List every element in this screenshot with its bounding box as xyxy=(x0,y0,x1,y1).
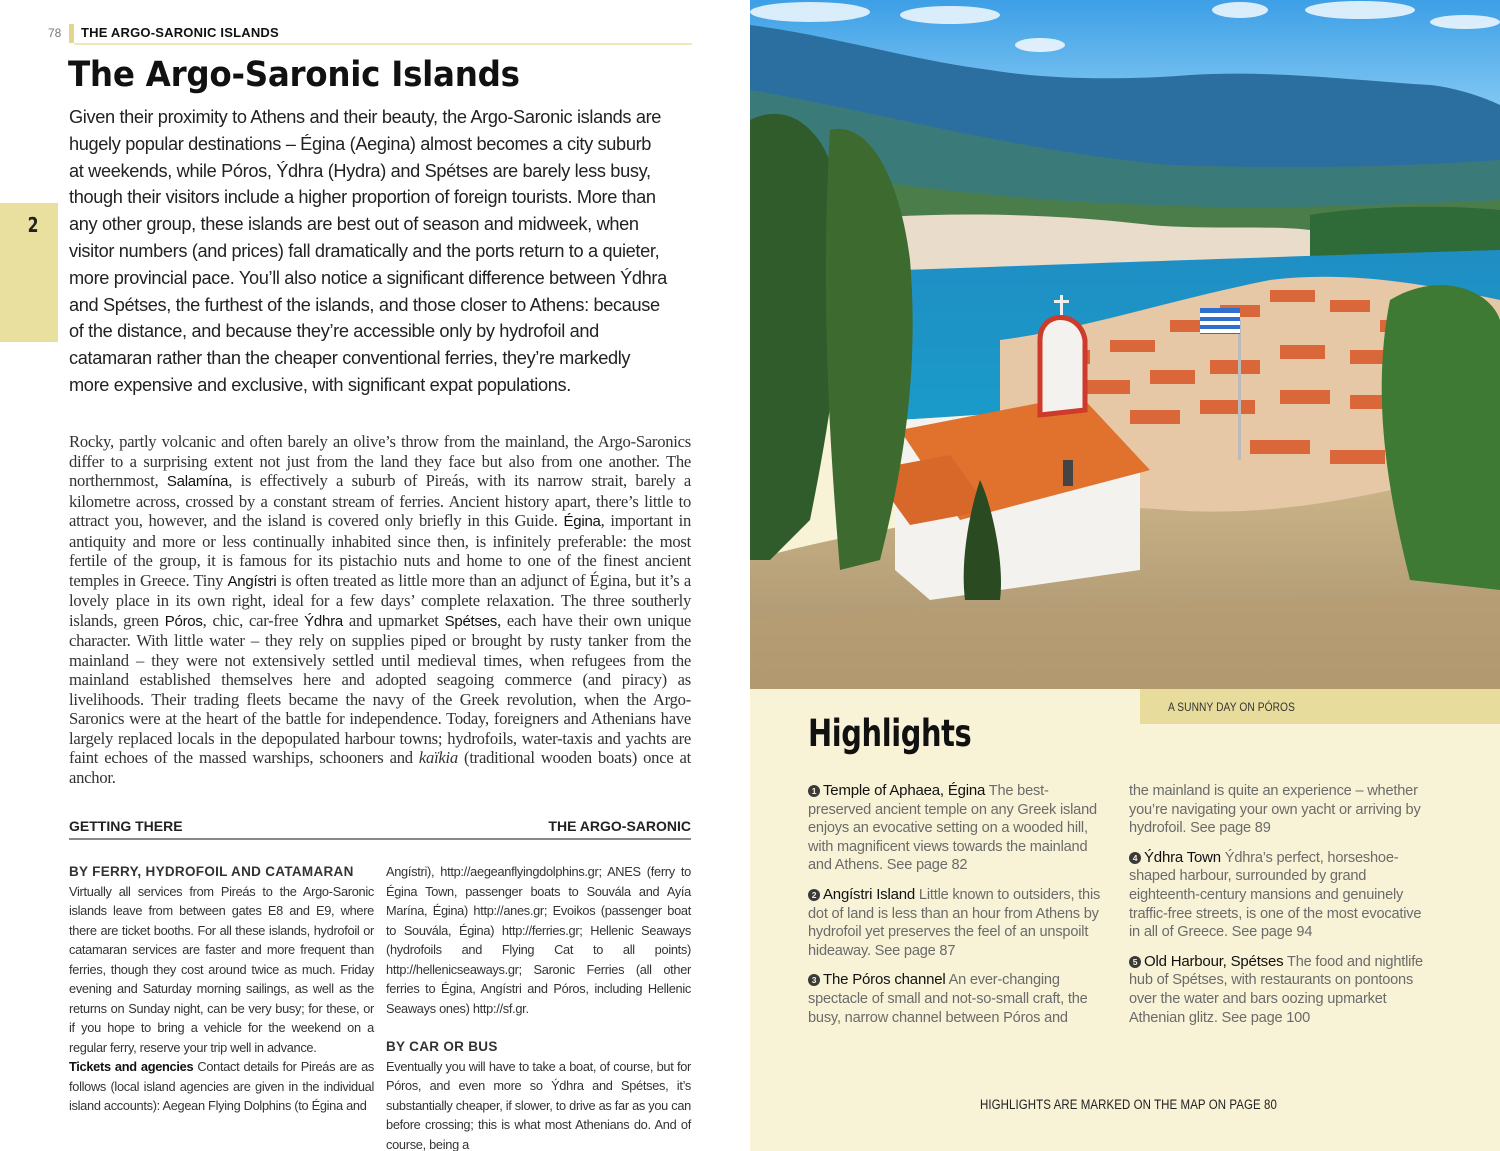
highlight-name: Temple of Aphaea, Égina xyxy=(823,782,986,799)
running-head xyxy=(48,24,692,46)
body-text: Rocky, partly volcanic and often barely an olive’s throw from the mainland, the Argo-Saronics differ to a surprising extent not just from the land they face but also from one another. The northernmost, xyxy=(69,432,691,490)
page-title: The Argo-Saronic Islands xyxy=(68,55,520,95)
getting-there-column-1 xyxy=(69,862,374,1116)
place-name-poros: Póros xyxy=(164,612,203,630)
car-heading: BY CAR OR BUS xyxy=(386,1039,498,1054)
ferry-heading: BY FERRY, HYDROFOIL AND CATAMARAN xyxy=(69,864,354,879)
highlight-text: The food and nightlife hub of Spétses, with restaurants on pontoons over the water and bars oozing upmarket Athenian glitz. See page 100 xyxy=(1129,953,1423,1026)
getting-there-section-label: THE ARGO-SARONIC xyxy=(548,818,691,834)
highlight-name: The Póros channel xyxy=(823,971,946,989)
body-text: , important in antiquity and more or less continually inhabited since then, is infinitely preferable: the most fertile of the group, it is famous for its pistachio nuts and home to one of the finest ancient temples in Greece. Tiny xyxy=(69,511,691,590)
place-name-ydhra: Ýdhra xyxy=(304,612,343,630)
getting-there-header xyxy=(69,818,691,840)
place-name-angistri: Angístri xyxy=(227,572,277,590)
photo-caption: A SUNNY DAY ON PÓROS xyxy=(1168,700,1295,714)
photo-caption-box xyxy=(1140,689,1500,724)
body-text: , chic, car-free xyxy=(202,610,305,630)
running-head-accent-bar xyxy=(69,24,74,43)
highlight-item xyxy=(808,782,1108,875)
highlight-item xyxy=(1129,849,1429,942)
body-text: is often treated as little more than an adjunct of Égina, but it’s a lovely place in its own right, ideal for a few days’ complete relaxation. The three southerly islands, green xyxy=(69,570,691,630)
place-name-egina: Égina xyxy=(563,513,601,530)
ferry-text: Virtually all services from Pireás to the Argo-Saronic islands leave from between gates E8 and E9, where there are ticket booths. For all these islands, hydrofoil or catamaran services are faster and more frequent than ferries, though they cost around twice as much. Friday evening and Saturday morning sailings, as well as the returns on Sunday night, can be very busy; for these, or if you hope to bring a vehicle for the weekend on a regular ferry, reserve your trip well in advance. xyxy=(69,883,374,1055)
highlights-column-1 xyxy=(808,782,1108,1038)
poros-photo xyxy=(750,0,1500,689)
body-text: , each have their own unique character. With little water – they rely on supplies piped or brought by rusty tanker from the mainland – they were not extensively settled until medieval times, when refugees from the mainland established themselves here and adopted seagoing commerce (and piracy) as livelihoods. Their trading fleets became the navy of the Greek revolution, when the Argo-Saronics were at the heart of the battle for independence. Today, foreigners and Athenians have largely replaced locals in the depopulated harbour towns; hydrofoils, water-taxis and yachts are faint echoes of the massed warships, schooners and xyxy=(69,610,691,767)
running-head-rule xyxy=(74,43,692,45)
intro-paragraph: Given their proximity to Athens and their beauty, the Argo-Saronic islands are hugely popular destinations – Égina (Aegina) almost becomes a city suburb at weekends, while Póros, Ýdhra (Hydra) and Spétses are barely less busy, though their visitors include a higher proportion of foreign tourists. More than any other group, these islands are best out of season and midweek, when visitor numbers (and prices) fall dramatically and the ports return to a quieter, more provincial pace. You’ll also notice a significant difference between Ýdhra and Spétses, the furthest of the islands, and those closer to Athens: because of the distance, and because they’re accessible only by hydrofoil and catamaran rather than the cheaper conventional ferries, they’re markedly more expensive and exclusive, with significant expat populations. xyxy=(69,107,667,395)
tickets-text-continued: Angístri), http://aegeanflyingdolphins.gr; ANES (ferry to Égina Town, passenger boats to Souvála and Ayía Marína, Égina) http://anes.gr; Evoikos (passenger boat to Souvála, Égina) http://ferries.gr; Hellenic Seaways (hydrofoils and Flying Cat to all points) http://hellenicseaways.gr; Saronic Ferries (all other ferries to Égina, Angístri and Póros, including Hellenic Seaways ones) http://sf.gr. xyxy=(386,864,691,1016)
photo-illustration xyxy=(750,0,1500,689)
chapter-number: 2 xyxy=(27,213,39,237)
chapter-tab xyxy=(0,203,58,342)
getting-there-column-2 xyxy=(386,862,691,1151)
highlights-column-2 xyxy=(1129,782,1429,1038)
highlight-number-badge: 1 xyxy=(808,785,820,797)
body-paragraph xyxy=(69,432,691,787)
place-name-salamina: Salamína xyxy=(166,473,229,490)
highlight-name: Angístri Island xyxy=(823,885,916,903)
highlight-number-badge: 2 xyxy=(808,889,820,901)
page-number: 78 xyxy=(48,26,62,40)
highlight-text: Ýdhra’s perfect, horseshoe-shaped harbour, surrounded by grand eighteenth-century mansions and genuinely traffic-free streets, is one of the most evocative in all of Greece. See page 94 xyxy=(1129,849,1422,941)
highlight-item xyxy=(808,971,1108,1027)
highlight-item xyxy=(1129,953,1429,1027)
highlight-text: The best-preserved ancient temple on any Greek island enjoys an evocative setting on a wooded hill, with magnificent views towards the mainland and Athens. See page 82 xyxy=(808,783,1097,874)
getting-there-title: GETTING THERE xyxy=(69,818,183,834)
car-text: Eventually you will have to take a boat, of course, but for Póros, and even more so Ýdhra and Spétses, it’s substantially cheaper, if slower, to drive as far as you can before crossing; this is what most Athenians do. And of course, being a xyxy=(386,1058,691,1151)
highlight-name: Ýdhra Town xyxy=(1144,848,1221,866)
highlight-number-badge: 5 xyxy=(1129,956,1141,968)
highlights-title: Highlights xyxy=(808,712,972,755)
tickets-paragraph xyxy=(69,1057,374,1116)
place-name-spetses: Spétses xyxy=(444,612,498,630)
body-text: and upmarket xyxy=(342,610,445,630)
highlight-item xyxy=(808,886,1108,960)
map-reference-note: HIGHLIGHTS ARE MARKED ON THE MAP ON PAGE 80 xyxy=(980,1097,1277,1112)
highlight-text: Little known to outsiders, this dot of land is less than an hour from Athens by hydrofoil yet preserves the feel of an unspoilt hideaway. See page 87 xyxy=(808,886,1101,959)
tickets-label: Tickets and agencies xyxy=(69,1059,194,1074)
right-page xyxy=(750,0,1500,1151)
highlight-number-badge: 4 xyxy=(1129,852,1141,864)
italic-term: kaïkia xyxy=(418,748,458,767)
body-text: , is effectively a suburb of Pireás, with its narrow strait, barely a kilometre across, crossed by a constant stream of ferries. Ancient history apart, there’s little to attract you, however, and the island is covered only briefly in this Guide. xyxy=(69,471,691,530)
highlight-text-continued: the mainland is quite an experience – whether you’re navigating your own yacht or arriving by hydrofoil. See page 89 xyxy=(1129,783,1421,837)
body-text: (traditional wooden boats) once at anchor. xyxy=(69,748,691,787)
highlight-number-badge: 3 xyxy=(808,974,820,986)
highlight-name: Old Harbour, Spétses xyxy=(1144,952,1284,970)
highlight-text: An ever-changing spectacle of small and not-so-small craft, the busy, narrow channel between Póros and xyxy=(808,972,1088,1026)
tickets-text: Contact details for Pireás are as follows (local island agencies are given in the individual island accounts): Aegean Flying Dolphins (to Égina and xyxy=(69,1059,374,1113)
running-head-title: THE ARGO-SARONIC ISLANDS xyxy=(81,25,279,40)
